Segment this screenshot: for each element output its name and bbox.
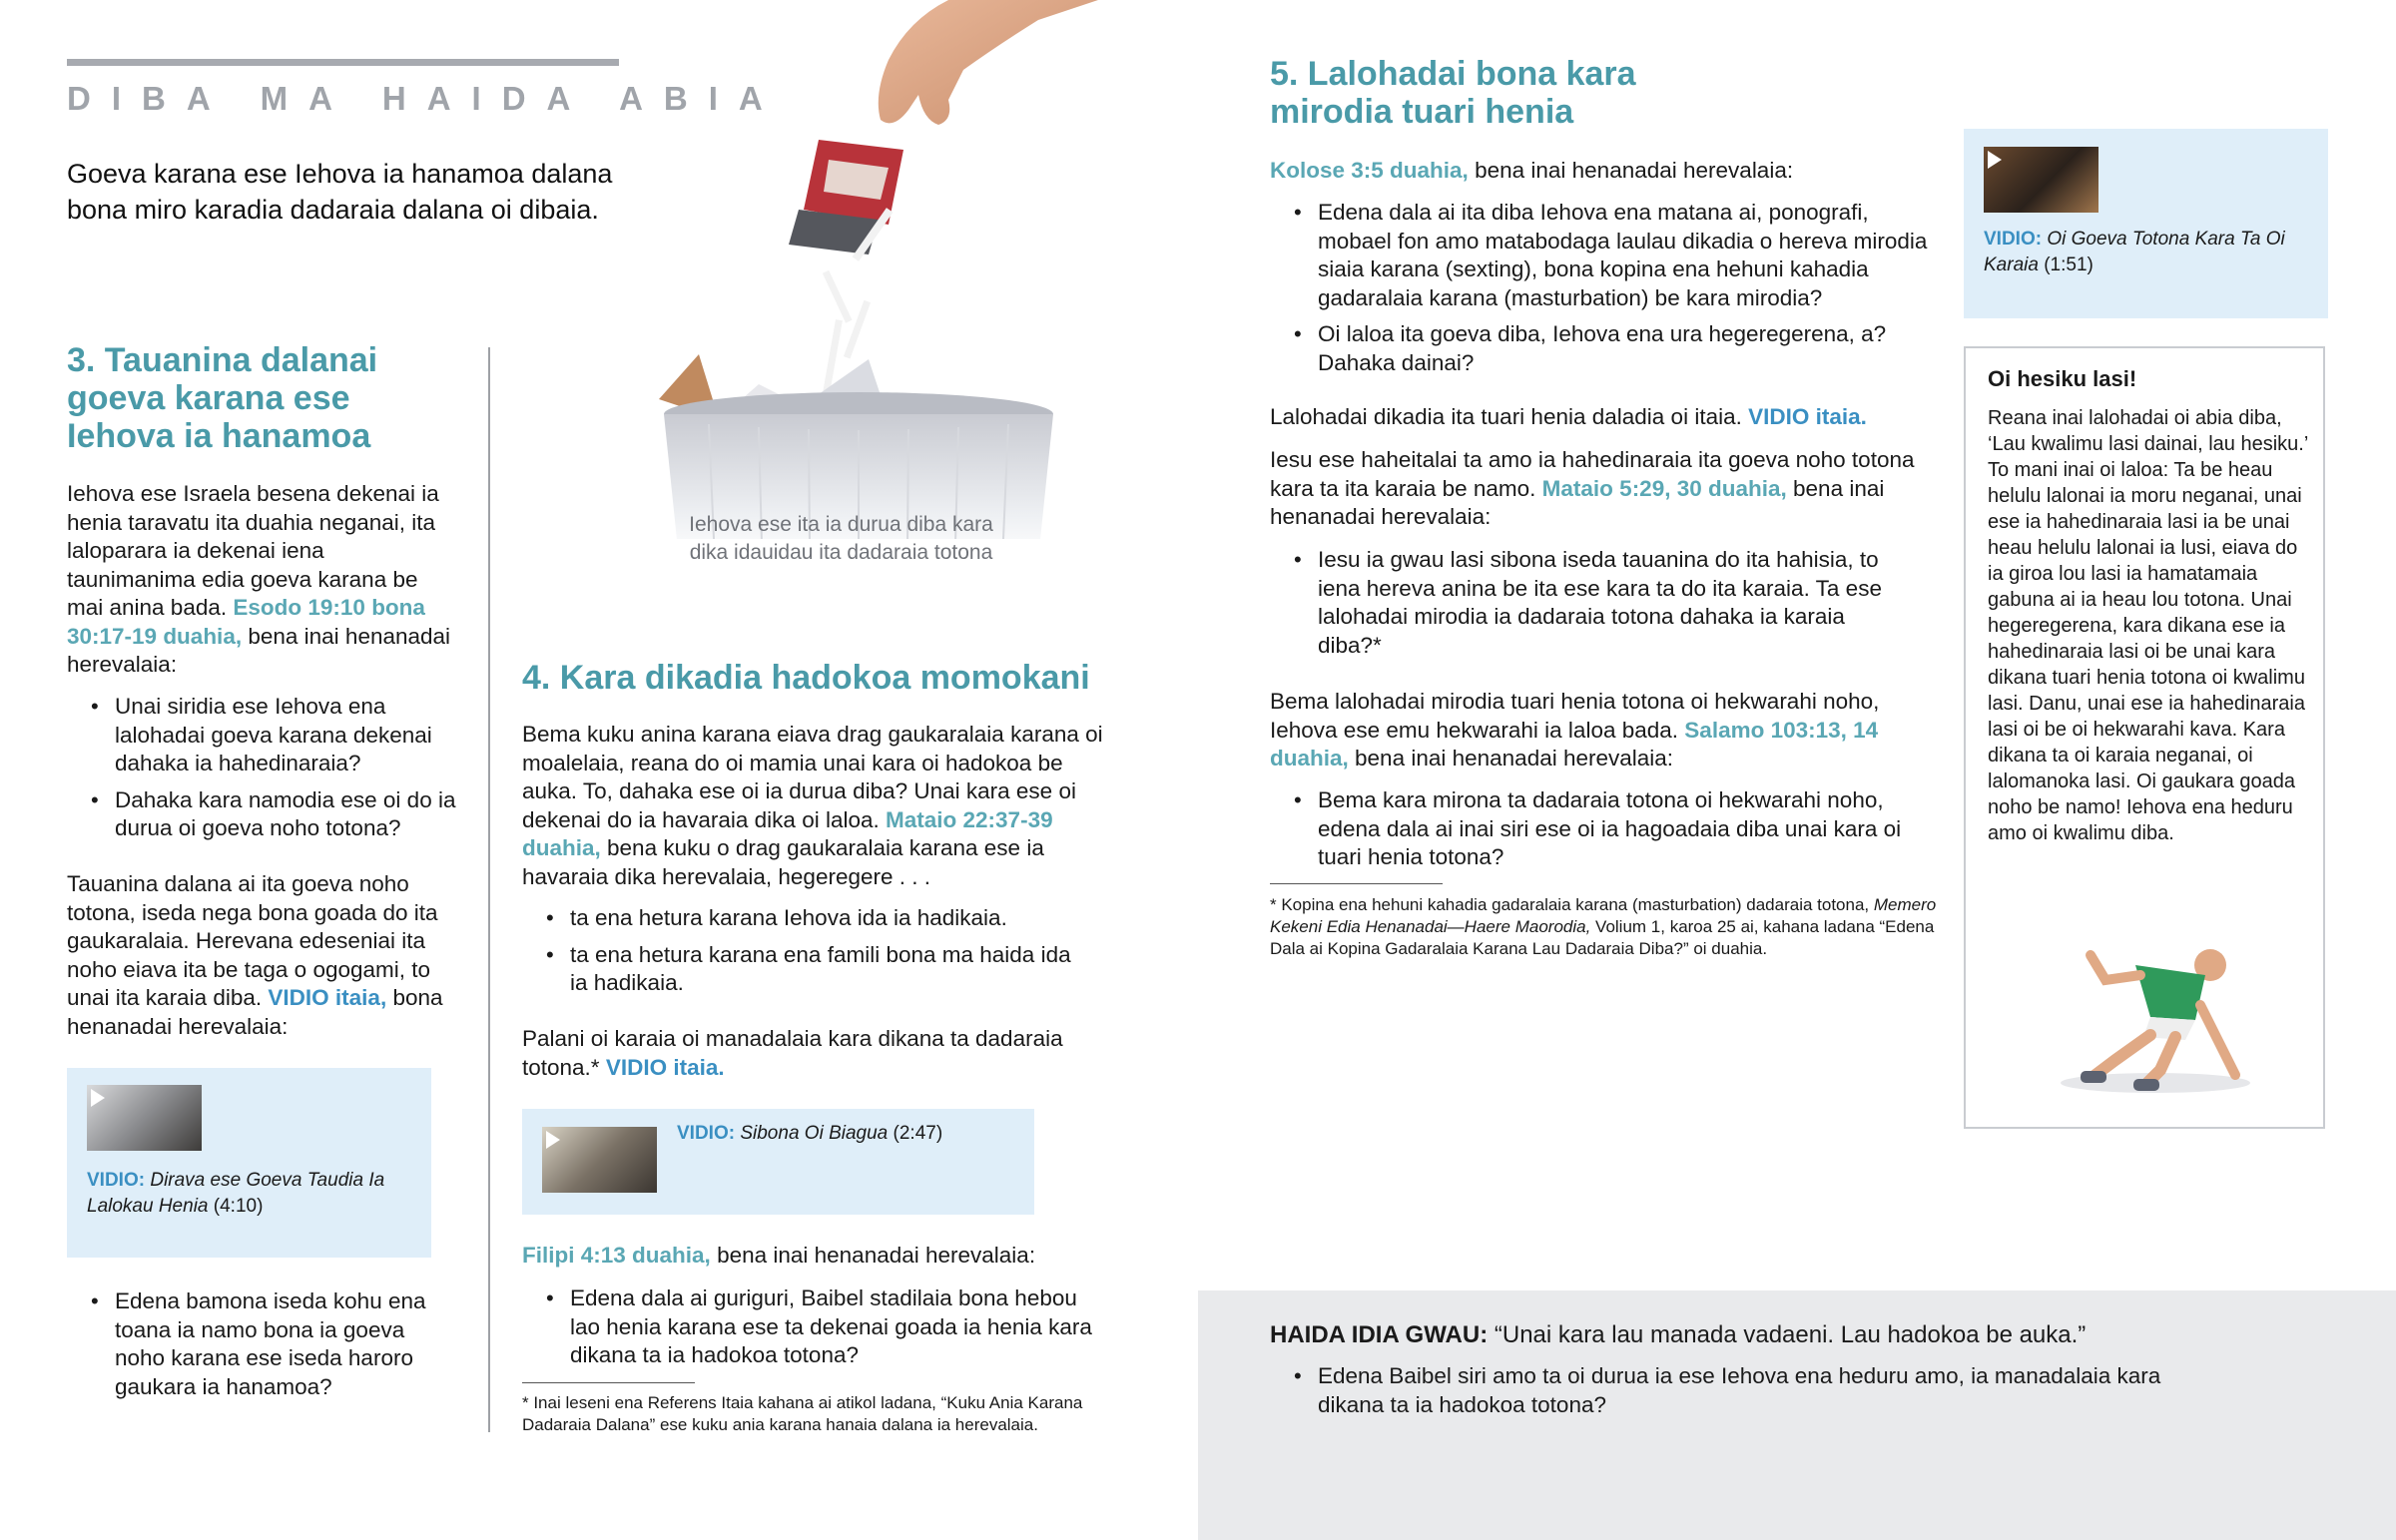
section5-bullets-2 (1270, 546, 1889, 668)
section3-p2-text: Tauanina dalana ai ita goeva noho totona, iseda nega bona goada do ita gaukaralaia. Herevana edeseniai ita noho eiava ita be taga o ogogami, to unai ita karaia diba. (67, 871, 438, 1010)
section4-p1-text: Bema kuku anina karana eiava drag gaukaralaia karana oi moalelaia, reana do oi mamia unai kara oi hadokoa be auka. To, dahaka ese oi ia durua diba? Unai kara ese oi dekenai do ia havaraia dika oi laloa. (522, 722, 1103, 832)
section5-heading: 5. Lalohadai bona kara mirodia tuari henia (1270, 55, 1636, 131)
video-thumbnail[interactable] (1984, 147, 2098, 213)
section4-p1-scripture-link[interactable]: Mataio 22:37-39 duahia, (522, 806, 1053, 860)
section5-p4-text: Bema lalohadai mirodia tuari henia totona oi hekwarahi noho, Iehova ese emu hekwarahi ia laloa bada. (1270, 689, 1880, 743)
footnote-rule (522, 1382, 695, 1383)
trash-illustration (619, 0, 1098, 539)
video-title[interactable]: Sibona Oi Biagua (740, 1123, 889, 1144)
section3-bullets (67, 693, 476, 851)
section3-video-link[interactable]: VIDIO itaia, (268, 985, 387, 1010)
video-title[interactable]: Oi Goeva Totona Kara Ta Oi Karaia (1984, 229, 2285, 275)
section4-footnote: * Inai leseni ena Referens Itaia kahana ai atikol ladana, “Kuku Ania Karana Dadaraia Dalana” ese kuku ania karana hanaia dalana ia herevalaia. (522, 1393, 1083, 1434)
section5-p4-scripture-link[interactable]: Salamo 103:13, 14 duahia, (1270, 717, 1879, 770)
section3-paragraph-1 (67, 480, 456, 680)
sidebar-box-text: Reana inai lalohadai oi abia diba, ‘Lau kwalimu lasi dainai, lau hesiku.’ To mani inai oi laloa: Ta be heau helulu lalonai ia moru neganai, unai ese ia hahedinaraia lasi ia be unai heau helulu lalonai ia lusi, eiava do ia giroa lou lasi ia hamatamaia gabuna ai ia heau lou totona. Unai hegeregerena, kara dikana ese ia hahedinaraia lasi oi be unai kara dikana tuari henia totona oi kwalimu lasi. Danu, unai ese ia hahedinaraia lasi oi be oi hekwarahi kava. Kara dikana ta oi karaia neganai, oi lalomanoka lasi. Oi gaukara goada noho be namo! Iehova ena heduru amo oi kwalimu diba. (1988, 407, 2308, 844)
section4-paragraph-3 (522, 1242, 1091, 1271)
list-item: • Bema kara mirona ta dadaraia totona oi hekwarahi noho, edena dala ai inai siri ese oi ia hagoadaia diba unai kara oi tuari henia totona? (1270, 786, 1929, 872)
section5-p3-scripture-link[interactable]: Mataio 5:29, 30 duahia, (1541, 475, 1787, 501)
section4-p1-tail: bena kuku o drag gaukaralaia karana ese ia havaraia dika herevalaia, hegeregere . . . (522, 835, 1044, 889)
section5-bullets-3 (1270, 786, 1929, 880)
video-duration: (1:51) (2044, 255, 2094, 275)
section4-p2-text: Palani oi karaia oi manadalaia kara dikana ta dadaraia totona.* (522, 1026, 1063, 1080)
section3-paragraph-2 (67, 870, 466, 1041)
section4-video-box[interactable] (522, 1109, 1034, 1215)
section4-heading: 4. Kara dikadia hadokoa momokani (522, 659, 1090, 697)
image-caption: Iehova ese ita ia durua diba kara dika idauidau ita dadaraia totona (689, 513, 993, 564)
footnote-part-c: Volium 1, karoa 25 ai, kahana ladana “Edena Dala ai Kopina Gadaralaia Karana Lau Dadaraia Diba?” oi duahia. (1270, 917, 1935, 958)
footnote-book-title: Memero Kekeni Edia Henanadai—Haere Maorodia, (1270, 895, 1937, 936)
video-caption (677, 1121, 1016, 1147)
video-label: VIDIO: (677, 1123, 736, 1144)
list-item: • Edena Baibel siri amo ta oi durua ia ese Iehova ena heduru amo, ia manadalaia kara dikana ta ia hadokoa totona? (1270, 1362, 2168, 1419)
column-divider (488, 347, 490, 1432)
list-item: • Edena dala ai guriguri, Baibel stadilaia bona hebou lao henia karana ese ta dekenai goada ia henia kara dikana ta ia hadokoa totona? (522, 1284, 1101, 1370)
footer-label: HAIDA IDIA GWAU: (1270, 1321, 1489, 1348)
list-item: • Iesu ia gwau lasi sibona iseda tauanina do ita hahisia, to iena hereva anina be ita ese kara ta do ita karaia. Ta ese lalohadai mirodia ia dadaraia totona dahaka ia karaia diba?* (1270, 546, 1889, 660)
video-title[interactable]: Dirava ese Goeva Taudia Ia Lalokau Henia (87, 1170, 385, 1217)
section5-p2-text: Lalohadai dikadia ita tuari henia daladia oi itaia. (1270, 404, 1742, 429)
section4-bullets-2 (522, 1284, 1101, 1378)
video-label: VIDIO: (1984, 229, 2043, 250)
footnote-rule (1270, 883, 1443, 884)
intro-text: Goeva karana ese Iehova ia hanamoa dalana bona miro karadia dadaraia dalana oi dibaia. (67, 159, 613, 225)
section4-video-link[interactable]: VIDIO itaia. (605, 1054, 725, 1080)
runner-image (2036, 925, 2275, 1105)
play-icon[interactable] (546, 1131, 560, 1149)
list-item: • Dahaka kara namodia ese oi do ia durua oi goeva noho totona? (67, 786, 476, 843)
section5-footnote (1270, 894, 1949, 960)
sidebar-box (1964, 346, 2325, 1129)
section5-p3-text: Iesu ese haheitalai ta amo ia hahedinaraia ita goeva noho totona kara ta ita karaia be namo. (1270, 447, 1915, 501)
video-thumbnail[interactable] (87, 1085, 202, 1151)
section4-p3-tail: bena inai henanadai herevalaia: (717, 1243, 1036, 1268)
list-item: • Unai siridia ese Iehova ena lalohadai goeva karana dekenai dahaka ia hahedinaraia? (67, 693, 476, 778)
section5-video-link[interactable]: VIDIO itaia. (1748, 404, 1867, 429)
list-item: • Edena bamona iseda kohu ena toana ia namo bona ia goeva noho karana ese iseda haroro gaukara ia hanamoa? (67, 1287, 456, 1401)
video-label: VIDIO: (87, 1170, 146, 1191)
header-rule (67, 59, 619, 66)
footer-quote-line (1270, 1319, 2348, 1351)
video-duration: (4:10) (213, 1196, 264, 1217)
section4-bullets (522, 904, 1091, 1006)
section3-p2-tail: bona henanadai herevalaia: (67, 985, 443, 1039)
video-caption (1984, 227, 2308, 278)
section3-bullets-2 (67, 1287, 456, 1409)
section5-p1-tail: bena inai henanadai herevalaia: (1475, 158, 1794, 183)
page-title: DIBA MA HAIDA ABIA (67, 80, 784, 117)
footer-bullets (1270, 1362, 2168, 1427)
video-caption (87, 1168, 406, 1220)
section5-p4-tail: bena inai henanadai herevalaia: (1355, 746, 1674, 770)
section3-p1-text: Iehova ese Israela besena dekenai ia henia taravatu ita duahia neganai, ita laloparara ia dekenai iena taunimanima edia goeva karana be mai anina bada. (67, 481, 439, 620)
section5-p1-scripture-link[interactable]: Kolose 3:5 duahia, (1270, 158, 1469, 183)
section3-heading: 3. Tauanina dalanai goeva karana ese Iehova ia hanamoa (67, 341, 378, 455)
list-item: • ta ena hetura karana Iehova ida ia hadikaia. (522, 904, 1091, 933)
sidebar-box-title: Oi hesiku lasi! (1988, 366, 2137, 391)
footnote-part-a: * Kopina ena hehuni kahadia gadaralaia karana (masturbation) dadaraia totona, (1270, 895, 1870, 914)
section5-paragraph-4 (1270, 688, 1919, 773)
section5-paragraph-1 (1270, 157, 1909, 186)
list-item: • Edena dala ai ita diba Iehova ena matana ai, ponografi, mobael fon amo matabodaga laulau dikadia o hereva mirodia siaia karana (sexting), bona kopina ena hehuni kahadia gadaralaia karana (masturbation) be kara mirodia? (1270, 199, 1944, 312)
section3-p1-tail: bena inai henanadai herevalaia: (67, 623, 451, 677)
section3-p1-scripture-link[interactable]: Esodo 19:10 bona 30:17-19 duahia, (67, 595, 425, 649)
section4-p3-scripture-link[interactable]: Filipi 4:13 duahia, (522, 1243, 711, 1268)
video-thumbnail[interactable] (542, 1127, 657, 1193)
video-duration: (2:47) (893, 1123, 943, 1144)
footer-quote: “Unai kara lau manada vadaeni. Lau hadokoa be auka.” (1494, 1321, 2087, 1348)
section4-paragraph-2 (522, 1025, 1091, 1082)
list-item: • Oi laloa ita goeva diba, Iehova ena ura hegeregerena, a? Dahaka dainai? (1270, 320, 1944, 377)
section5-paragraph-3 (1270, 446, 1919, 532)
list-item: • ta ena hetura karana ena famili bona ma haida ida ia hadikaia. (522, 941, 1091, 998)
section5-paragraph-2 (1270, 403, 1949, 432)
play-icon[interactable] (1988, 151, 2002, 169)
section5-bullets (1270, 199, 1944, 385)
hand-dropping-cigarettes-image (619, 0, 1098, 539)
section4-paragraph-1 (522, 721, 1106, 891)
play-icon[interactable] (91, 1089, 105, 1107)
section3-video-box[interactable] (67, 1068, 431, 1258)
section5-p3-tail: bena inai henanadai herevalaia: (1270, 475, 1885, 529)
sidebar-video-box[interactable] (1964, 129, 2328, 318)
